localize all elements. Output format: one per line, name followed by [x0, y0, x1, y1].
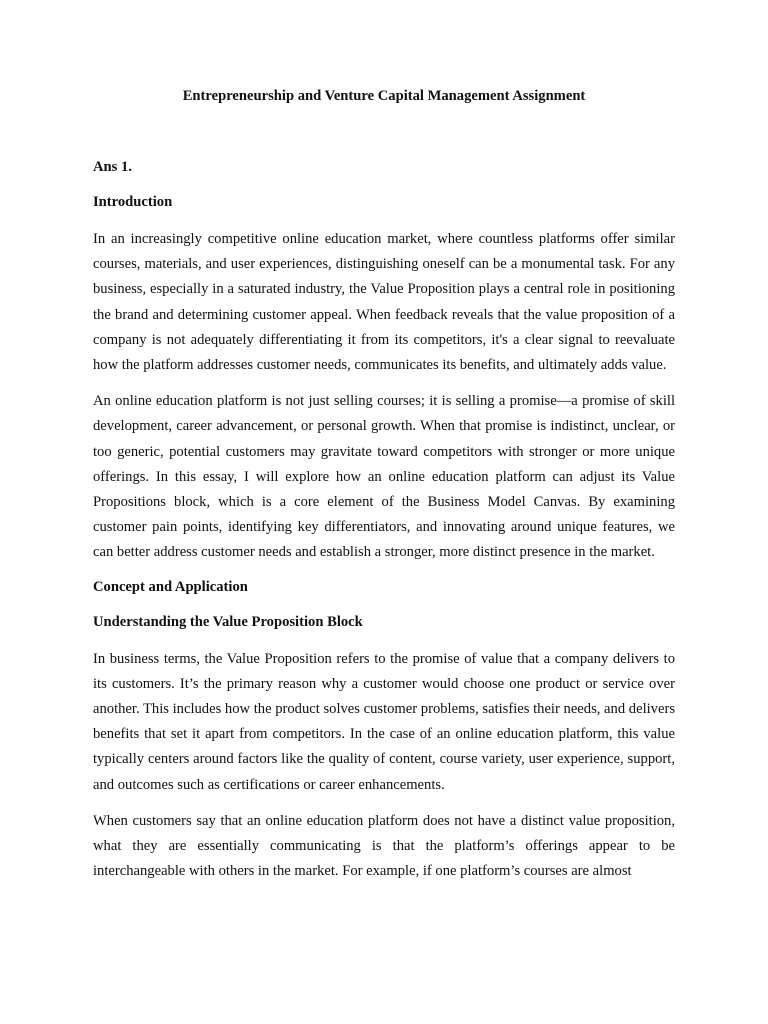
document-title: Entrepreneurship and Venture Capital Management Assignment — [182, 88, 586, 104]
concept-heading: Concept and Application — [93, 578, 248, 595]
introduction-paragraph-1: In an increasingly competitive online education market, where countless platforms offer similar courses, materials, and user experiences, distinguishing oneself can be a monumental task. For any business, especially in a saturated industry, the Value Proposition plays a central role in positioning the brand and determining customer appeal. When feedback reveals that the value proposition of a company is not adequately differentiating it from its competitors, it's a clear signal to reevaluate how the platform addresses customer needs, communicates its benefits, and ultimately adds value. — [93, 231, 675, 374]
introduction-heading: Introduction — [93, 194, 173, 210]
value-proposition-paragraph-1: In business terms, the Value Proposition refers to the promise of value that a company delivers to its customers. It’s the primary reason why a customer would choose one product or service over another. This includes how the product solves customer problems, satisfies their needs, and delivers benefits that set it apart from competitors. In the case of an online education platform, this value typically centers around factors like the quality of content, course variety, user experience, support, and outcomes such as certifications or career enhancements. — [93, 650, 675, 793]
introduction-paragraph-2: An online education platform is not just selling courses; it is selling a promise—a promise of skill development, career advancement, or personal growth. When that promise is indistinct, unclear, or too generic, potential customers may gravitate toward competitors with stronger or more unique offerings. In this essay, I will explore how an online education platform can adjust its Value Propositions block, which is a core element of the Business Model Canvas. By examining customer pain points, identifying key differentiators, and innovating around unique features, we can better address customer needs and establish a stronger, more distinct presence in the market. — [93, 393, 675, 561]
value-proposition-heading: Understanding the Value Proposition Block — [93, 613, 363, 630]
answer-label: Ans 1. — [93, 159, 132, 175]
value-proposition-paragraph-2: When customers say that an online education platform does not have a distinct value proposition, what they are essentially communicating is that the platform’s offerings appear to be interchangeable with others in the market. For example, if one platform’s courses are almost — [93, 812, 675, 880]
document-body — [93, 86, 675, 884]
